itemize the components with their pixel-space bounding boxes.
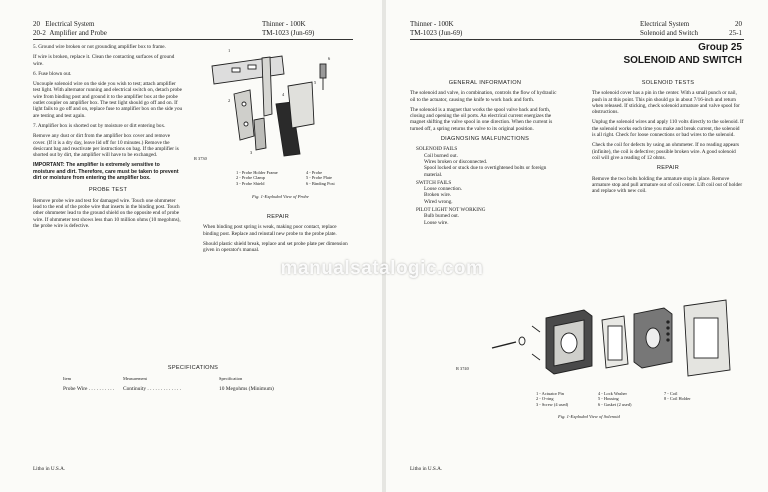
body-para: Uncouple solenoid wire on the side you wish to test; attach amplifier test light. With alternator running and electrical switch on, detach probe wire from binding post and ground it to the amplifier box at the probe outlet coupler on amplifier box. The test light should go off and on. If light fails to go off and on, replace fuse to amplifier box on the side you are testing and test again. bbox=[33, 81, 183, 119]
right-header-rule bbox=[410, 39, 744, 40]
figure-id-code: R 3730 bbox=[194, 156, 207, 161]
right-footer: Litho in U.S.A. bbox=[410, 466, 443, 472]
probe-exploded-drawing bbox=[192, 44, 352, 164]
diag-group-title: SOLENOID FAILS bbox=[416, 146, 458, 153]
part-label: 3 - Screw (4 used) bbox=[536, 401, 569, 407]
specs-col-spec: Specification bbox=[219, 376, 243, 381]
right-manual-code: TM-1023 (Jun-69) bbox=[410, 29, 463, 37]
left-page bbox=[0, 0, 382, 492]
right-header-block bbox=[640, 20, 742, 38]
part-label: 4 - Lock Washer bbox=[598, 391, 627, 396]
general-text: The solenoid and valve, in combination, controls the flow of hydraulic oil to the actuator, causing the knife to work back and forth. bbox=[410, 90, 557, 103]
right-page bbox=[386, 0, 768, 492]
left-header-rule bbox=[33, 39, 353, 40]
diag-item: Loose connection. bbox=[424, 186, 463, 193]
solenoid-figure bbox=[456, 296, 738, 386]
solenoid-tests-text: Check the coil for defects by using an ohmmeter. If no reading appears (infinite), the coil is defective; possible broken wire. A good solenoid coil will give a reading of 12 ohms. bbox=[592, 142, 740, 161]
repair-heading: REPAIR bbox=[266, 214, 290, 220]
right-model: Thinner - 100K bbox=[410, 20, 454, 28]
body-para: 7. Amplifier box is shorted out by moisture or dirt entering box. bbox=[33, 122, 166, 129]
right-sub-title: Solenoid and Switch bbox=[640, 29, 698, 37]
part-label: 7 - Coil bbox=[664, 391, 678, 396]
important-note: IMPORTANT: The amplifier is extremely sensitive to moisture and dirt. Therefore, care must be taken to prevent dirt or moisture from entering the amplifier box. bbox=[33, 162, 179, 182]
right-sub-number: 25-1 bbox=[729, 29, 742, 37]
diag-item: Coil burned out. bbox=[424, 152, 458, 159]
body-para: Remove any dust or dirt from the amplifier box cover and remove cover. (If it is a dry day, leave lid off for 10 minutes.) Remove the desiccant bag and reactivate per instructions on bag. If the amplifier is shorted out by dirt, the amplifier will have to be exchanged. bbox=[33, 133, 179, 159]
diag-item: Bulb burned out. bbox=[424, 213, 460, 220]
diag-item: Wired wrong. bbox=[424, 198, 453, 205]
body-para: 6. Fuse blown out. bbox=[33, 70, 72, 77]
part-label: 1 - Probe Holder Frame bbox=[236, 170, 278, 175]
right-section-title: Electrical System bbox=[640, 20, 690, 28]
diag-item: Spool locked or stuck due to overtightened bolts or foreign material. bbox=[424, 165, 547, 178]
diag-item: Loose wire. bbox=[424, 219, 449, 226]
specs-value: 10 Megohms (Minimum) bbox=[219, 386, 274, 392]
part-label: 5 - Housing bbox=[598, 396, 619, 402]
solenoid-parts-col3 bbox=[664, 391, 724, 402]
diag-list bbox=[416, 146, 560, 226]
callout: 2 bbox=[228, 98, 231, 103]
part-label: 1 - Actuator Pin bbox=[536, 391, 564, 396]
right-repair-text: Remove the two bolts holding the armature stop in place. Remove armature stop and pull armature out of coil center. Lift coil out of holder and replace with new coil. bbox=[592, 175, 743, 195]
part-label: 6 - Binding Post bbox=[306, 180, 335, 186]
solenoid-tests-heading: SOLENOID TESTS bbox=[641, 80, 695, 86]
right-page-number: 20 bbox=[735, 20, 742, 28]
specs-measurement: Continuity . . . . . . . . . . . . . bbox=[123, 386, 182, 392]
group-title: SOLENOID AND SWITCH bbox=[623, 55, 742, 66]
part-label: 5 - Probe Plate bbox=[306, 175, 332, 181]
left-section-title: Electrical System bbox=[45, 20, 95, 28]
solenoid-tests-text: Unplug the solenoid wires and apply 110 volts directly to the solenoid. If the solenoid works each time you make and break current, the solenoid is all right. Check for loose connections or bad wires to the solenoid. bbox=[592, 119, 744, 139]
left-column bbox=[33, 44, 183, 233]
left-sub-number: 20-2 bbox=[33, 29, 46, 37]
solenoid-tests-text: The solenoid cover has a pin in the center. With a small punch or nail, push in at this point. This pin should go in about 7/16-inch and return when released. If sticking, check solenoid armature and valve spool for obstructions. bbox=[592, 90, 740, 116]
solenoid-exploded-drawing bbox=[488, 296, 738, 386]
solenoid-figure-caption: Fig. 1-Exploded View of Solenoid bbox=[558, 414, 620, 419]
left-repair-column bbox=[203, 214, 353, 257]
probe-figure-caption: Fig. 1-Exploded View of Probe bbox=[252, 194, 309, 199]
repair-text: Should plastic shield break, replace and set probe plate per dimension given in operator's manual. bbox=[203, 240, 348, 254]
specs-col-item: Item bbox=[63, 376, 72, 381]
part-label: 2 - O-ring bbox=[536, 396, 554, 402]
left-model: Thinner - 100K bbox=[262, 20, 306, 28]
left-manual-code: TM-1023 (Jun-69) bbox=[262, 29, 315, 37]
repair-text: When binding post spring is weak, making poor contact, replace binding post. Replace and reinstall new probe to the probe plate. bbox=[203, 224, 337, 237]
specs-col-measurement: Measurement bbox=[123, 376, 147, 381]
right-header-left bbox=[410, 20, 462, 38]
left-sub-title: Amplifier and Probe bbox=[49, 29, 107, 37]
diag-item: Broken wire. bbox=[424, 192, 452, 199]
body-para: 5. Ground wire broken or not grounding amplifier box to frame. bbox=[33, 44, 166, 50]
body-para: If wire is broken, replace it. Clean the contacting surfaces of ground wire. bbox=[33, 54, 175, 67]
probe-test-text: Remove probe wire and test for damaged wire. Touch one ohmmeter lead to the end of the probe wire that inserts in the binding post. Touch other ohmmeter lead to the ground shield on the opposite end of probe wire. If ohmmeter test shows less than 10 million ohms (10 megohms), the probe wire is defective. bbox=[33, 197, 181, 229]
solenoid-parts-col1 bbox=[536, 391, 596, 407]
part-label: 8 - Coil Holder bbox=[664, 396, 691, 402]
probe-parts-col1 bbox=[236, 170, 301, 186]
group-number: Group 25 bbox=[698, 42, 742, 53]
solenoid-parts-col2 bbox=[598, 391, 658, 407]
callout: 4 bbox=[282, 92, 285, 97]
specs-item: Probe Wire . . . . . . . . . . bbox=[63, 386, 115, 392]
part-label: 2 - Probe Clamp bbox=[236, 175, 265, 181]
left-header-block bbox=[33, 20, 107, 38]
diag-item: Wires broken or disconnected. bbox=[424, 158, 488, 165]
general-text: The solenoid is a magnet that works the spool valve back and forth, closing and opening the oil ports. An electrical current energizes the magnet shifting the valve spool in one direction. When the current is turned off, a spring returns the valve to its original position. bbox=[410, 106, 553, 132]
left-header-right bbox=[262, 20, 314, 38]
callout: 1 bbox=[228, 48, 231, 53]
diag-group-title: SWITCH FAILS bbox=[416, 179, 452, 186]
probe-figure bbox=[192, 44, 352, 164]
watermark-text: manualsatalogic.com bbox=[280, 258, 484, 279]
probe-test-heading: PROBE TEST bbox=[88, 187, 128, 194]
specs-heading: SPECIFICATIONS bbox=[167, 365, 219, 371]
callout: 3 bbox=[250, 150, 253, 155]
part-label: 3 - Probe Shield bbox=[236, 180, 265, 186]
general-heading: GENERAL INFORMATION bbox=[448, 80, 522, 86]
right-left-column bbox=[410, 80, 560, 226]
callout: 6 bbox=[328, 56, 331, 61]
callout: 5 bbox=[314, 80, 317, 85]
diag-group-title: PILOT LIGHT NOT WORKING bbox=[416, 207, 486, 214]
part-label: 4 - Probe bbox=[306, 170, 323, 175]
part-label: 6 - Gasket (2 used) bbox=[598, 401, 632, 407]
right-repair-heading: REPAIR bbox=[656, 165, 680, 172]
right-right-column bbox=[592, 80, 744, 198]
probe-parts-col2 bbox=[306, 170, 366, 186]
left-footer: Litho in U.S.A. bbox=[33, 466, 66, 472]
figure-id-code: R 3740 bbox=[456, 366, 469, 371]
diag-heading: DIAGNOSING MALFUNCTIONS bbox=[440, 136, 530, 143]
left-page-number: 20 bbox=[33, 20, 40, 28]
